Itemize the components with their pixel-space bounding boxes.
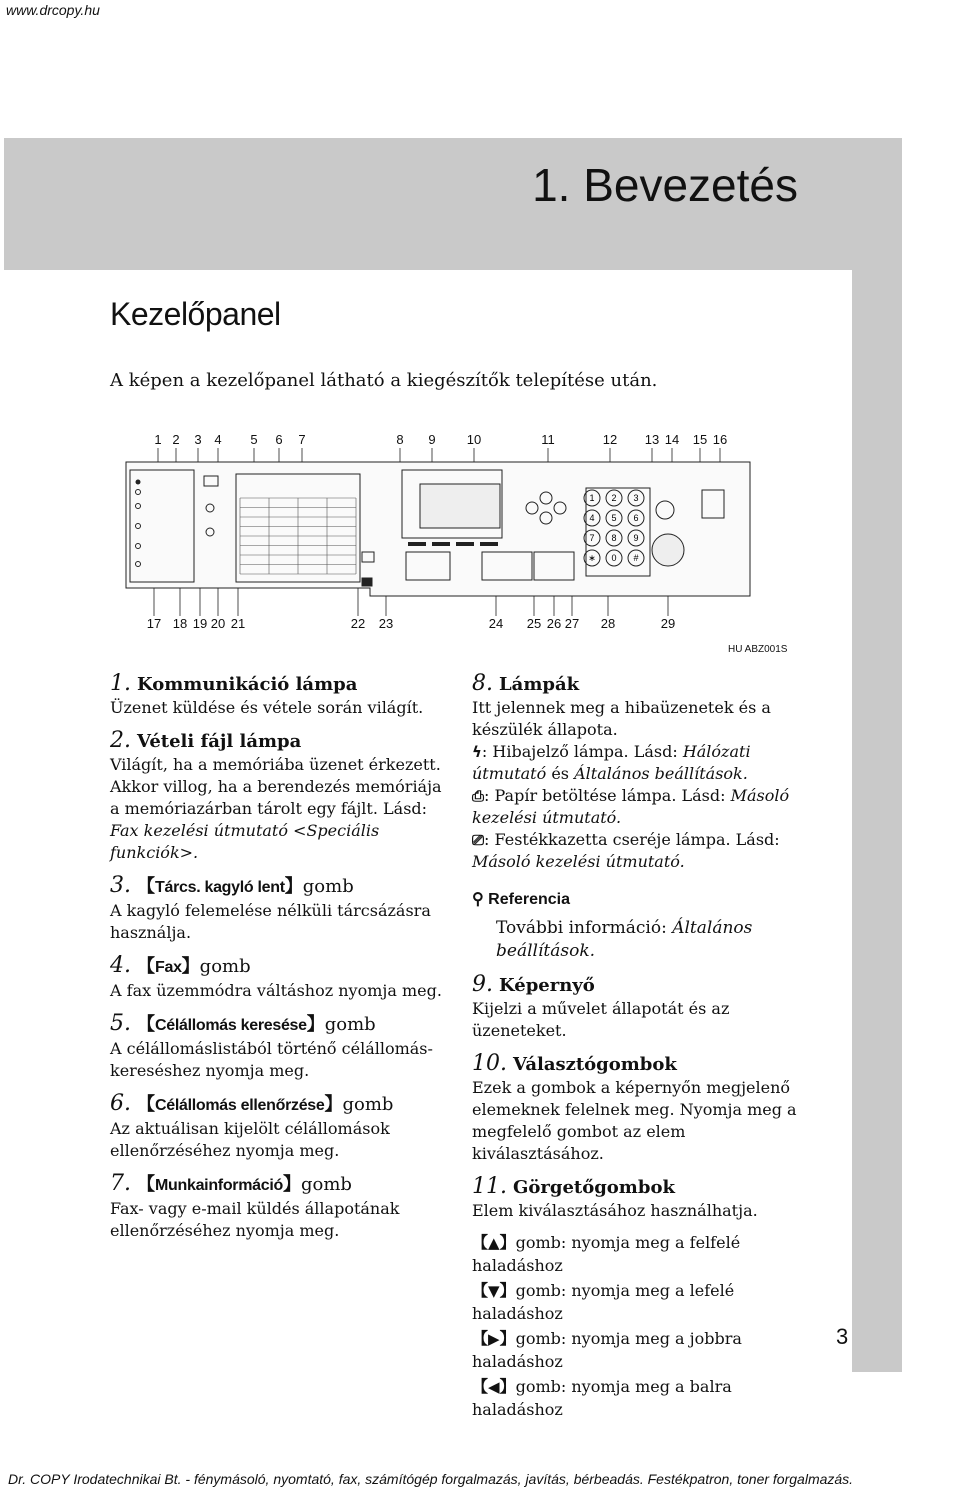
callout-bottom: 26 <box>546 616 562 631</box>
key-name: Célállomás ellenőrzése <box>155 1097 325 1114</box>
scroll-key-row: 【▼】gomb: nyomja meg a lefelé haladáshoz <box>472 1281 735 1323</box>
keypad-glyph: 4 <box>589 513 595 523</box>
item-text: Kijelzi a művelet állapotát és az üzeneteket. <box>472 999 730 1040</box>
magnifier-icon: ⚲ <box>472 891 489 908</box>
keypad-glyph: # <box>633 553 639 563</box>
panel-body <box>126 462 750 596</box>
section-intro: A képen a kezelőpanel látható a kiegészítők telepítése után. <box>110 370 658 391</box>
callout-top: 15 <box>692 432 708 447</box>
keypad-glyph: ∗ <box>588 553 596 563</box>
item-text: Világít, ha a memóriába üzenet érkezett. Akkor villog, ha a berendezés memóriája a memóriazárban tárolt egy fájlt. Lásd: Fax kezelési útmutató <Speciális funkciók>. <box>110 755 442 862</box>
item-text: Fax- vagy e-mail küldés állapotának ellenőrzéséhez nyomja meg. <box>110 1199 400 1240</box>
item-5: 5. 【Célállomás keresése】gomb A célállomáslistából történő célállomáskereséshez nyomja meg. <box>110 1012 450 1082</box>
item-number: 8. <box>472 671 493 696</box>
callout-top: 7 <box>298 432 306 447</box>
key-name: Célállomás keresése <box>155 1017 307 1034</box>
item-title: Választógombok <box>513 1054 677 1075</box>
item-lamps <box>472 672 807 873</box>
item-number: 6. <box>110 1091 131 1116</box>
callout-top: 2 <box>172 432 180 447</box>
control-panel-diagram <box>120 428 760 668</box>
callout-bottom: 19 <box>192 616 208 631</box>
callout-bottom: 20 <box>210 616 226 631</box>
item-number: 11. <box>472 1174 507 1199</box>
item-11 <box>472 1175 807 1222</box>
item-3: 3. 【Tárcs. kagyló lent】gomb A kagyló felemelése nélküli tárcsázásra használja. <box>110 874 450 944</box>
arrow-icon: ▼ <box>488 1282 500 1300</box>
arrow-icon: ◀ <box>488 1378 500 1396</box>
callout-bottom: 28 <box>600 616 616 631</box>
key-name: Fax <box>155 959 182 976</box>
callout-bottom: 18 <box>172 616 188 631</box>
chapter-title: 1. Bevezetés <box>532 159 798 211</box>
lamp-paper: ⎙: Papír betöltése lámpa. Lásd: Másoló kezelési útmutató. <box>472 786 790 827</box>
callout-bottom: 17 <box>146 616 162 631</box>
right-column <box>472 672 807 1421</box>
callout-top: 4 <box>214 432 222 447</box>
callout-bottom: 23 <box>378 616 394 631</box>
item-number: 10. <box>472 1051 507 1076</box>
scroll-key-row: 【▲】gomb: nyomja meg a felfelé haladáshoz <box>472 1233 741 1275</box>
reference-heading: ⚲ Referencia <box>472 891 570 908</box>
keypad-glyph: 8 <box>611 533 617 543</box>
key-suffix: gomb <box>342 1094 394 1115</box>
page-number: 3 <box>836 1324 849 1349</box>
item-title: Görgetőgombok <box>513 1177 675 1198</box>
item-text: Ezek a gombok a képernyőn megjelenő elemeknek felelnek meg. Nyomja meg a megfelelő gombot az elem kiválasztásához. <box>472 1078 797 1163</box>
item-4: 4. 【Fax】gomb A fax üzemmódra váltáshoz nyomja meg. <box>110 954 450 1002</box>
item-number: 7. <box>110 1171 131 1196</box>
keypad-glyph: 7 <box>589 533 595 543</box>
item-text: Elem kiválasztásához használhatja. <box>472 1201 758 1220</box>
item-number: 5. <box>110 1011 131 1036</box>
callout-top: 1 <box>154 432 162 447</box>
item-text: Az aktuálisan kijelölt célállomások ellenőrzéséhez nyomja meg. <box>110 1119 390 1160</box>
callout-top: 14 <box>664 432 680 447</box>
item-2 <box>110 729 450 864</box>
item-title: Képernyő <box>499 975 595 996</box>
callout-top: 3 <box>194 432 202 447</box>
keypad-glyph: 6 <box>633 513 639 523</box>
keypad-glyph: 0 <box>611 553 617 563</box>
callout-bottom: 21 <box>230 616 246 631</box>
callout-bottom: 29 <box>660 616 676 631</box>
callout-top: 10 <box>466 432 482 447</box>
keypad-glyph: 5 <box>611 513 617 523</box>
callout-top: 13 <box>644 432 660 447</box>
key-suffix: gomb <box>302 876 354 897</box>
toner-icon: ⎚ <box>472 831 485 849</box>
item-text: A célállomáslistából történő célállomáskereséshez nyomja meg. <box>110 1039 433 1080</box>
paper-load-icon: ⎙ <box>472 787 485 805</box>
item-number: 4. <box>110 953 131 978</box>
callout-bottom: 25 <box>526 616 542 631</box>
item-text: Üzenet küldése és vétele során világít. <box>110 698 424 717</box>
callout-top: 11 <box>541 432 555 447</box>
callout-top: 6 <box>275 432 283 447</box>
item-7: 7. 【Munkainformáció】gomb Fax- vagy e-mail küldés állapotának ellenőrzéséhez nyomja meg. <box>110 1172 450 1242</box>
item-number: 1. <box>110 671 131 696</box>
key-name: Tárcs. kagyló lent <box>155 879 285 896</box>
item-text: A kagyló felemelése nélküli tárcsázásra használja. <box>110 901 431 942</box>
item-title: Lámpák <box>499 674 580 695</box>
item-1 <box>110 672 450 719</box>
callout-bottom: 22 <box>350 616 366 631</box>
arrow-icon: ▶ <box>488 1330 500 1348</box>
item-title: Kommunikáció lámpa <box>137 674 358 695</box>
error-lamp-icon: ϟ <box>472 743 482 761</box>
item-number: 9. <box>472 972 493 997</box>
item-title: Vételi fájl lámpa <box>137 731 302 752</box>
item-9 <box>472 973 807 1042</box>
header-url[interactable]: www.drcopy.hu <box>6 2 100 18</box>
callout-top: 5 <box>250 432 258 447</box>
reference-text: További információ: Általános beállítások. <box>496 918 753 961</box>
left-column <box>110 672 450 1252</box>
item-10 <box>472 1052 807 1165</box>
lamp-toner: ⎚: Festékkazetta cseréje lámpa. Lásd: Másoló kezelési útmutató. <box>472 830 780 871</box>
side-tab-bar <box>852 270 902 1372</box>
callout-top: 8 <box>396 432 404 447</box>
key-suffix: gomb <box>199 956 251 977</box>
item-text: Itt jelennek meg a hibaüzenetek és a készülék állapota. <box>472 698 771 739</box>
arrow-icon: ▲ <box>488 1234 500 1252</box>
key-suffix: gomb <box>324 1014 376 1035</box>
callout-top: 9 <box>428 432 436 447</box>
item-6: 6. 【Célállomás ellenőrzése】gomb Az aktuálisan kijelölt célállomások ellenőrzéséhez nyomja meg. <box>110 1092 450 1162</box>
keypad-glyph: 2 <box>611 493 617 503</box>
callout-bottom: 24 <box>488 616 504 631</box>
key-name: Munkainformáció <box>155 1177 283 1194</box>
footer: Dr. COPY Irodatechnikai Bt. - fénymásoló, nyomtató, fax, számítógép forgalmazás, javítás, bérbeadás. Festékpatron, toner forgalmazás. <box>8 1471 854 1487</box>
scroll-key-row: 【▶】gomb: nyomja meg a jobbra haladáshoz <box>472 1329 742 1371</box>
keypad-glyph: 9 <box>633 533 639 543</box>
keypad-glyph: 3 <box>633 493 639 503</box>
callout-top: 12 <box>602 432 618 447</box>
keypad-glyph: 1 <box>589 493 595 503</box>
scroll-key-row: 【◀】gomb: nyomja meg a balra haladáshoz <box>472 1377 732 1419</box>
section-title: Kezelőpanel <box>110 296 281 332</box>
figure-id: HU ABZ001S <box>728 644 788 655</box>
key-suffix: gomb <box>300 1174 352 1195</box>
item-number: 3. <box>110 873 131 898</box>
lamp-error: ϟ: Hibajelző lámpa. Lásd: Hálózati útmutató és Általános beállítások. <box>472 742 751 783</box>
item-number: 2. <box>110 728 131 753</box>
item-text: A fax üzemmódra váltáshoz nyomja meg. <box>110 981 442 1000</box>
callout-top: 16 <box>712 432 728 447</box>
callout-bottom: 27 <box>564 616 580 631</box>
